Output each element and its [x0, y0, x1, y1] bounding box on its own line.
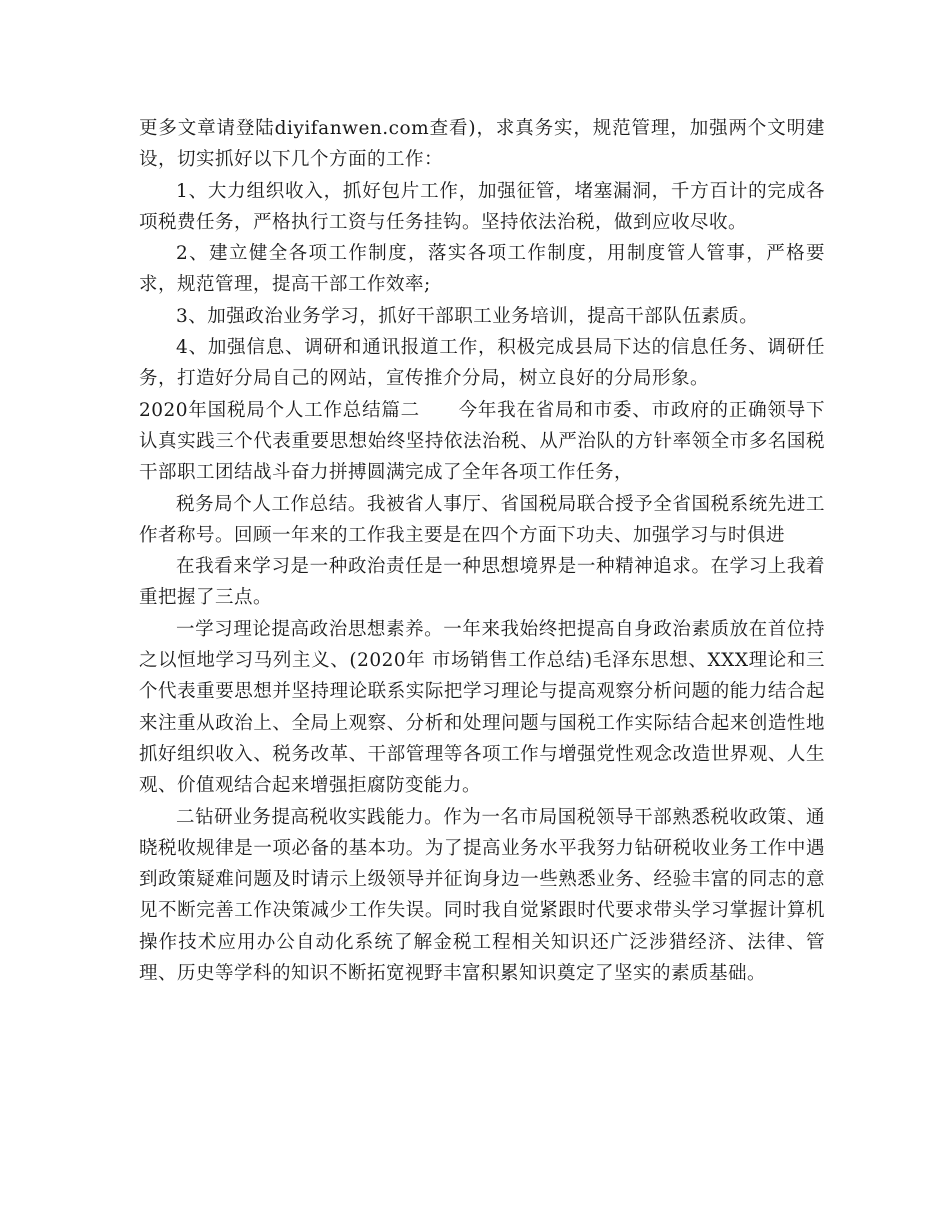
document-body [139, 113, 825, 989]
paragraph-item-1: 1、大力组织收入，抓好包片工作，加强征管，堵塞漏洞，千方百计的完成各项税费任务，严格执行工资与任务挂钩。坚持依法治税，做到应收尽收。 [139, 180, 825, 233]
paragraph-theory: 一学习理论提高政治思想素养。一年来我始终把提高自身政治素质放在首位持之以恒地学习马列主义、(2020年 市场销售工作总结)毛泽东思想、XXX理论和三个代表重要思想并坚持理论联系实际把学习理论与提高观察分析问题的能力结合起来注重从政治上、全局上观察、分析和处理问题与国税工作实际结合起来创造性地抓好组织收入、税务改革、干部管理等各项工作与增强党性观念改造世界观、人生观、价值观结合起来增强拒腐防变能力。 [139, 618, 825, 797]
paragraph-continuation: 更多文章请登陆diyifanwen.com查看)，求真务实，规范管理，加强两个文明建设，切实抓好以下几个方面的工作： [139, 118, 825, 171]
paragraph-business: 二钻研业务提高税收实践能力。作为一名市局国税领导干部熟悉税收政策、通晓税收规律是一项必备的基本功。为了提高业务水平我努力钻研税收业务工作中遇到政策疑难问题及时请示上级领导并征询身边一些熟悉业务、经验丰富的同志的意见不断完善工作决策减少工作失误。同时我自觉紧跟时代要求带头学习掌握计算机操作技术应用办公自动化系统了解金税工程相关知识还广泛涉猎经济、法律、管理、历史等学科的知识不断拓宽视野丰富积累知识奠定了坚实的素质基础。 [139, 806, 825, 985]
paragraph-item-3: 3、加强政治业务学习，抓好干部职工业务培训，提高干部队伍素质。 [176, 305, 759, 327]
paragraph-study-intro: 在我看来学习是一种政治责任是一种思想境界是一种精神追求。在学习上我着重把握了三点。 [139, 556, 825, 609]
paragraph-section-heading: 2020年国税局个人工作总结篇二 今年我在省局和市委、市政府的正确领导下认真实践三个代表重要思想始终坚持依法治税、从严治队的方针率领全市多名国税干部职工团结战斗奋力拼搏圆满完成了全年各项工作任务， [139, 399, 825, 484]
paragraph-award: 税务局个人工作总结。我被省人事厅、省国税局联合授予全省国税系统先进工作者称号。回顾一年来的工作我主要是在四个方面下功夫、加强学习与时俱进 [139, 493, 825, 546]
paragraph-item-2: 2、建立健全各项工作制度，落实各项工作制度，用制度管人管事，严格要求，规范管理，提高干部工作效率; [139, 243, 825, 296]
paragraph-item-4: 4、加强信息、调研和通讯报道工作，积极完成县局下达的信息任务、调研任务，打造好分局自己的网站，宣传推介分局，树立良好的分局形象。 [139, 337, 825, 390]
